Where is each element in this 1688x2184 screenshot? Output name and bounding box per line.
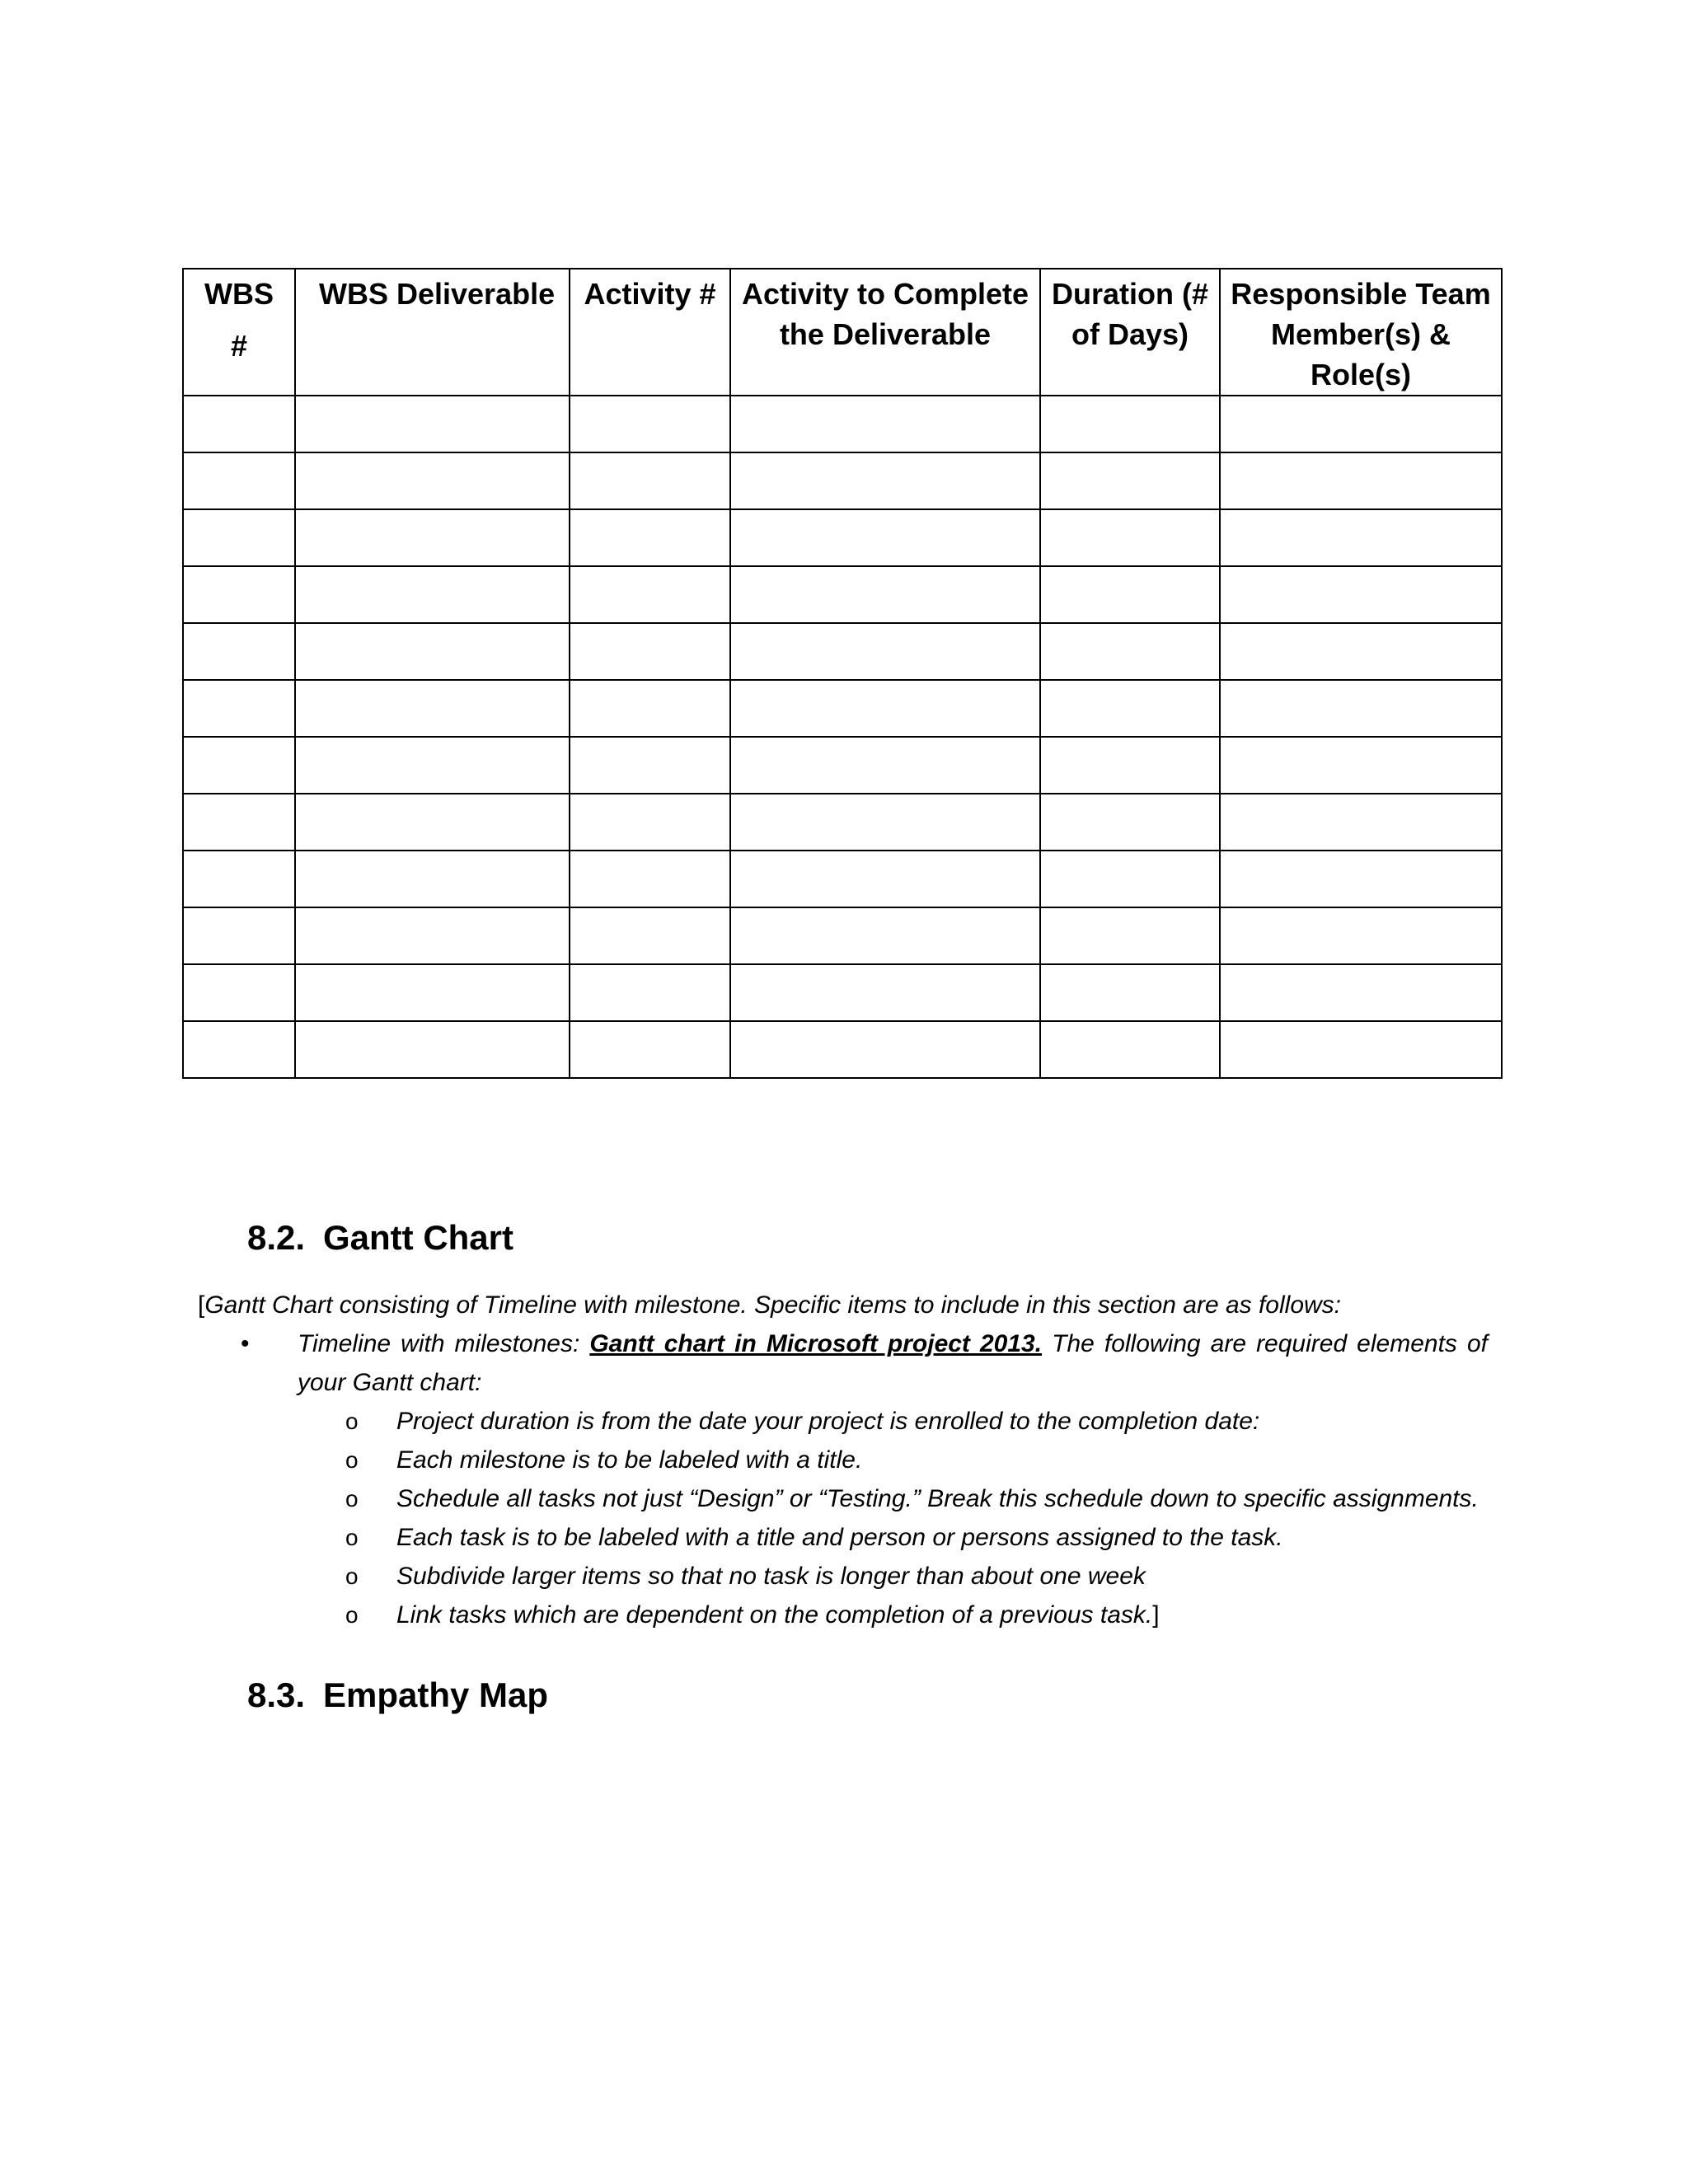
header-responsible-members: Responsible Team Member(s) & Role(s)	[1220, 269, 1502, 396]
table-cell[interactable]	[730, 452, 1040, 509]
table-cell[interactable]	[1220, 680, 1502, 737]
header-wbs-deliverable: WBS Deliverable	[295, 269, 570, 396]
table-row	[183, 680, 1502, 737]
table-cell[interactable]	[1220, 396, 1502, 452]
section-number: 8.2.	[247, 1218, 306, 1257]
table-cell[interactable]	[1040, 794, 1220, 851]
table-cell[interactable]	[183, 566, 295, 623]
table-cell[interactable]	[730, 737, 1040, 794]
table-row	[183, 964, 1502, 1021]
close-bracket: ]	[1152, 1601, 1160, 1629]
table-row	[183, 851, 1502, 907]
table-body	[183, 396, 1502, 1078]
table-cell[interactable]	[295, 680, 570, 737]
gantt-intro	[198, 1286, 1488, 1324]
header-wbs-label: WBS	[204, 277, 274, 311]
table-cell[interactable]	[730, 794, 1040, 851]
table-cell[interactable]	[183, 452, 295, 509]
requirement-text: Each milestone is to be labeled with a title.	[396, 1446, 863, 1474]
table-cell[interactable]	[295, 851, 570, 907]
table-cell[interactable]	[1220, 623, 1502, 680]
bullet-icon: •	[241, 1330, 250, 1357]
table-cell[interactable]	[570, 964, 730, 1021]
table-cell[interactable]	[295, 396, 570, 452]
gantt-requirements-list	[198, 1402, 1488, 1634]
table-cell[interactable]	[1040, 680, 1220, 737]
gantt-intro-text: Gantt Chart consisting of Timeline with milestone. Specific items to include in this section are as follows:	[204, 1291, 1342, 1319]
table-cell[interactable]	[570, 794, 730, 851]
table-cell[interactable]	[730, 907, 1040, 964]
circle-bullet-icon: o	[345, 1447, 359, 1473]
table-row	[183, 623, 1502, 680]
table-cell[interactable]	[183, 1021, 295, 1078]
table-cell[interactable]	[730, 680, 1040, 737]
table-row	[183, 396, 1502, 452]
circle-bullet-icon: o	[345, 1563, 359, 1589]
table-cell[interactable]	[295, 452, 570, 509]
table-cell[interactable]	[295, 737, 570, 794]
table-cell[interactable]	[295, 907, 570, 964]
table-cell[interactable]	[730, 964, 1040, 1021]
list-item	[198, 1596, 1488, 1634]
table-cell[interactable]	[1220, 566, 1502, 623]
table-cell[interactable]	[1220, 452, 1502, 509]
header-activity-description: Activity to Complete the Deliverable	[730, 269, 1040, 396]
table-cell[interactable]	[1040, 964, 1220, 1021]
section-number: 8.3.	[247, 1675, 306, 1714]
table-cell[interactable]	[730, 396, 1040, 452]
table-cell[interactable]	[570, 509, 730, 566]
table-cell[interactable]	[295, 1021, 570, 1078]
table-cell[interactable]	[1220, 737, 1502, 794]
requirement-text: Subdivide larger items so that no task is longer than about one week	[396, 1563, 1146, 1590]
table-cell[interactable]	[295, 964, 570, 1021]
section-title: Gantt Chart	[323, 1218, 513, 1257]
table-cell[interactable]	[570, 452, 730, 509]
table-cell[interactable]	[570, 396, 730, 452]
table-cell[interactable]	[183, 964, 295, 1021]
table-cell[interactable]	[1040, 907, 1220, 964]
header-wbs-hash: #	[230, 329, 248, 363]
table-cell[interactable]	[1220, 851, 1502, 907]
bullet-prefix: Timeline with milestones:	[298, 1330, 590, 1357]
wbs-activity-table	[182, 268, 1503, 1079]
table-cell[interactable]	[295, 623, 570, 680]
table-cell[interactable]	[183, 509, 295, 566]
table-row	[183, 794, 1502, 851]
circle-bullet-icon: o	[345, 1525, 359, 1550]
table-header-row	[183, 269, 1502, 396]
table-cell[interactable]	[1220, 509, 1502, 566]
table-cell[interactable]	[183, 794, 295, 851]
table-cell[interactable]	[183, 396, 295, 452]
table-cell[interactable]	[1040, 1021, 1220, 1078]
header-wbs-number	[183, 269, 295, 396]
requirement-text: Schedule all tasks not just “Design” or “Testing.” Break this schedule down to specific assignments.	[396, 1485, 1479, 1512]
circle-bullet-icon: o	[345, 1486, 359, 1511]
requirement-text: Project duration is from the date your project is enrolled to the completion date:	[396, 1408, 1260, 1435]
circle-bullet-icon: o	[345, 1602, 359, 1628]
gantt-instructions	[198, 1286, 1488, 1634]
table-cell[interactable]	[1220, 794, 1502, 851]
table-cell[interactable]	[1040, 396, 1220, 452]
table-cell[interactable]	[730, 509, 1040, 566]
header-activity-number: Activity #	[570, 269, 730, 396]
table-cell[interactable]	[1040, 623, 1220, 680]
table-cell[interactable]	[730, 566, 1040, 623]
requirement-text: Each task is to be labeled with a title and person or persons assigned to the task.	[396, 1524, 1283, 1551]
table-cell[interactable]	[1220, 1021, 1502, 1078]
table-row	[183, 452, 1502, 509]
table-cell[interactable]	[1040, 452, 1220, 509]
table-cell[interactable]	[183, 680, 295, 737]
table-cell[interactable]	[1040, 566, 1220, 623]
table-cell[interactable]	[730, 623, 1040, 680]
list-item	[198, 1518, 1488, 1557]
table-cell[interactable]	[730, 851, 1040, 907]
table-cell[interactable]	[295, 794, 570, 851]
header-duration: Duration (# of Days)	[1040, 269, 1220, 396]
table-row	[183, 907, 1502, 964]
table-cell[interactable]	[570, 680, 730, 737]
table-row	[183, 509, 1502, 566]
table-row	[183, 566, 1502, 623]
list-item	[198, 1324, 1488, 1402]
table-cell[interactable]	[295, 509, 570, 566]
table-cell[interactable]	[183, 737, 295, 794]
open-bracket: [	[198, 1291, 205, 1319]
gantt-project-link[interactable]: Gantt chart in Microsoft project 2013.	[589, 1330, 1043, 1357]
bullet-suffix: The following are required elements of your Gantt chart:	[298, 1330, 1488, 1396]
list-item	[198, 1479, 1488, 1518]
list-item	[198, 1441, 1488, 1479]
table-cell[interactable]	[183, 907, 295, 964]
table-cell[interactable]	[1040, 737, 1220, 794]
table-cell[interactable]	[183, 623, 295, 680]
table-cell[interactable]	[570, 1021, 730, 1078]
table-cell[interactable]	[570, 907, 730, 964]
table-cell[interactable]	[1220, 964, 1502, 1021]
table-cell[interactable]	[730, 1021, 1040, 1078]
table-cell[interactable]	[570, 566, 730, 623]
table-cell[interactable]	[570, 737, 730, 794]
table-cell[interactable]	[1220, 907, 1502, 964]
list-item	[198, 1402, 1488, 1441]
section-heading-gantt-chart	[247, 1215, 513, 1261]
list-item	[198, 1557, 1488, 1596]
table-cell[interactable]	[1040, 851, 1220, 907]
table-cell[interactable]	[183, 851, 295, 907]
table-cell[interactable]	[570, 851, 730, 907]
table-cell[interactable]	[570, 623, 730, 680]
table-row	[183, 1021, 1502, 1078]
circle-bullet-icon: o	[345, 1408, 359, 1434]
table-cell[interactable]	[1040, 509, 1220, 566]
requirement-text: Link tasks which are dependent on the completion of a previous task.	[396, 1601, 1153, 1629]
section-heading-empathy-map	[247, 1672, 548, 1718]
table-cell[interactable]	[295, 566, 570, 623]
table-row	[183, 737, 1502, 794]
section-title: Empathy Map	[323, 1675, 549, 1714]
